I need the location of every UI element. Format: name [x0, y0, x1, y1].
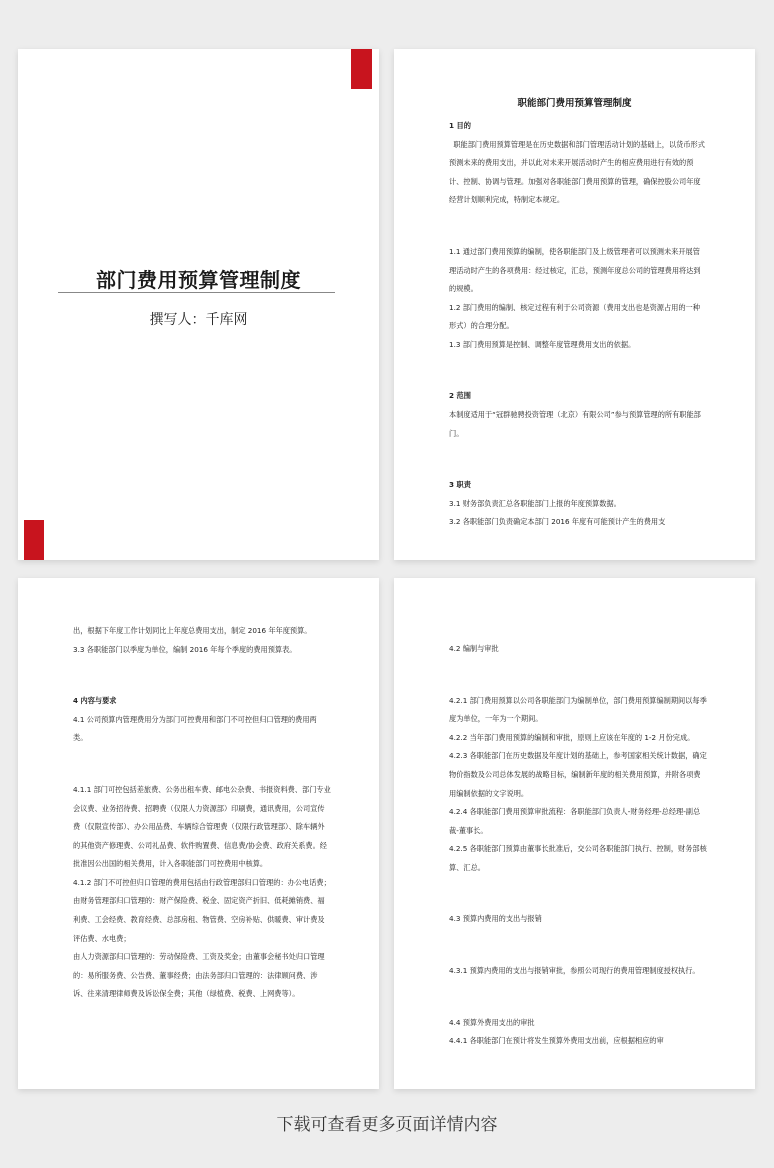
red-corner-mark-top [351, 49, 372, 89]
paragraph: 4.1.1 部门可控包括差旅费、公务出租车费、邮电公杂费、书报资料费、部门专业会议费、业务招待费、招聘费（仅限人力资源部）印刷费，通讯费用，公司宣传费（仅限宣传部）、办公用品费、车辆综合管理费（仅限行政管理部）、除车辆外的其他资产修理费、公司礼品费、软件购置费、信息费/协会费、政府关系费。经批准因公出国的相关费用，计入各职能部门可控费用中核算。 [73, 784, 331, 869]
paragraph: 4.2.1 部门费用预算以公司各职能部门为编制单位，部门费用预算编制期间以每季度为单位，一年为一个期间。 [449, 695, 707, 724]
red-corner-mark-bottom [24, 520, 44, 560]
paragraph: 出，根据下年度工作计划同比上年度总费用支出，制定 2016 年年度预算。 [73, 626, 312, 635]
download-more-caption[interactable]: 下载可查看更多页面详情内容 [276, 1115, 498, 1135]
paragraph: 职能部门费用预算管理是在历史数据和部门管理活动计划的基础上，以货币形式预测未来的费用支出，并以此对未来开展活动时产生的相应费用进行有效的预计、控制、协调与管理。加强对各职能部门费用预算的管理，确保控股公司年度经营计划顺利完成，特制定本规定。 [449, 139, 705, 205]
document-title: 职能部门费用预算管理制度 [517, 98, 632, 109]
cover-divider [58, 292, 335, 293]
paragraph: 4.4.1 各职能部门在预计将发生预算外费用支出前，应根据相应的审 [449, 1036, 664, 1046]
blank-line [449, 936, 707, 955]
paragraph: 4.4 预算外费用支出的审批 [449, 1017, 535, 1027]
paragraph: 3.2 各职能部门负责确定本部门 2016 年度有可能预计产生的费用支 [449, 517, 666, 527]
paragraph: 由人力资源部归口管理的：劳动保险费、工资及奖金；由董事会秘书处归口管理的：易所服务费、公告费、董事经费；由法务部归口管理的：法律顾问费、涉诉、往来清理律师费及诉讼保全费；其他（绿植费、税费、上网费等）。 [73, 952, 325, 999]
paragraph: 1.2 部门费用的编制、核定过程有利于公司资源（费用支出也是资源占用的一种形式）的合理分配。 [449, 302, 700, 331]
blank-line [449, 666, 707, 685]
paragraph: 4.1.2 部门不可控但归口管理的费用包括由行政管理部归口管理的：办公电话费；由财务管理部归口管理的：财产保险费、税金、固定资产折旧、低耗摊销费、福利费、工会经费、教育经费、总部房租、物管费、空房补贴、供暖费、审计费及评估费、水电费； [73, 877, 331, 943]
paragraph: 3.1 财务部负责汇总各职能部门上报的年度预算数据。 [449, 498, 621, 508]
paragraph: 4.3.1 预算内费用的支出与报销审批，参照公司现行的费用管理制度授权执行。 [449, 966, 700, 976]
page-body [73, 622, 331, 1004]
section-heading: 4 内容与要求 [73, 696, 117, 706]
paragraph: 本制度适用于“冠群驰骋投资管理（北京）有限公司”参与预算管理的所有职能部门。 [449, 410, 701, 438]
paragraph: 1.1 通过部门费用预算的编制，使各职能部门及上级管理者可以预测未来开展管理活动时产生的各项费用：经过核定，汇总，预测年度总公司的管理费用将达到的规模。 [449, 246, 701, 294]
cover-title: 部门费用预算管理制度 [96, 268, 301, 292]
document-page-4 [394, 578, 755, 1089]
section-heading: 2 范围 [449, 391, 471, 401]
blank-line [73, 755, 331, 774]
cover-page [18, 49, 379, 560]
paragraph: 4.2.3 各职能部门在历史数据及年度计划的基础上，参考国家相关统计数据，确定物价指数及公司总体发展的战略目标，编制新年度的相关费用预算，并附各项费用编制依据的文字说明。 [449, 751, 707, 798]
section-heading: 1 目的 [449, 121, 471, 130]
page-body [449, 117, 707, 532]
paragraph: 4.2.2 当年部门费用预算的编制和审批，原则上应该在年度的 1-2 月份完成。 [449, 732, 695, 742]
blank-line [449, 988, 707, 1007]
paragraph: 1.3 部门费用预算是控制、调整年度管理费用支出的依据。 [449, 339, 636, 349]
section-heading: 3 职责 [449, 480, 471, 490]
document-page-2 [394, 49, 755, 560]
blank-line [73, 666, 331, 685]
blank-line [449, 362, 707, 381]
page-body [449, 640, 707, 1051]
paragraph: 3.3 各职能部门以季度为单位，编制 2016 年每个季度的费用预算表。 [73, 644, 297, 654]
paragraph: 4.2 编制与审批 [449, 644, 499, 653]
blank-line [449, 217, 707, 236]
cover-author: 撰写人：千库网 [149, 312, 248, 328]
paragraph: 4.2.4 各职能部门费用预算审批流程：各职能部门负责人-财务经理-总经理-副总裁-董事长。 [449, 807, 701, 835]
blank-line [449, 885, 707, 904]
document-page-3 [18, 578, 379, 1089]
paragraph: 4.3 预算内费用的支出与报销 [449, 914, 542, 924]
paragraph: 4.2.5 各职能部门预算由董事长批准后，交公司各职能部门执行、控制，财务部核算、汇总。 [449, 844, 707, 872]
blank-line [449, 450, 707, 469]
paragraph: 4.1 公司预算内管理费用分为部门可控费用和部门不可控但归口管理的费用两类。 [73, 714, 317, 743]
